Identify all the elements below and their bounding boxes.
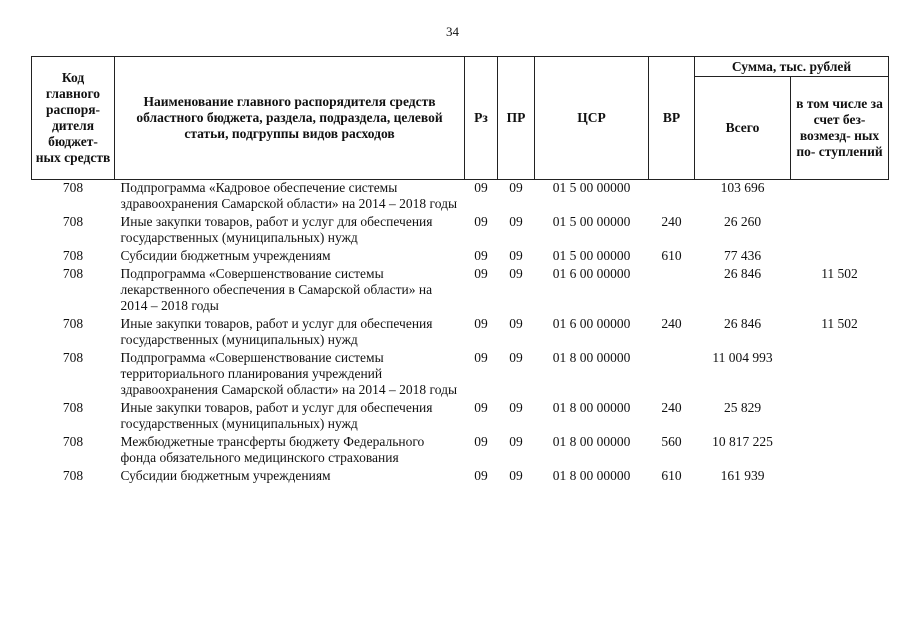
cell-pr: 09 xyxy=(509,434,523,449)
table-row xyxy=(32,400,889,434)
cell-name: Межбюджетные трансферты бюджету Федерального фонда обязательного медицинского страхования xyxy=(120,434,425,465)
cell-vr xyxy=(649,180,695,215)
header-vr: ВР xyxy=(649,57,695,180)
page-number: 34 xyxy=(446,24,459,39)
cell-pr: 09 xyxy=(509,180,523,195)
cell-vr xyxy=(649,266,695,316)
cell-total: 26 260 xyxy=(723,214,762,229)
cell-vr: 240 xyxy=(661,214,682,229)
table-row xyxy=(32,468,889,486)
cell-csr: 01 8 00 00000 xyxy=(552,350,631,365)
cell-pr: 09 xyxy=(509,214,523,229)
header-incl: в том числе за счет без- возмезд- ных по- ступлений xyxy=(791,77,889,180)
cell-code: 708 xyxy=(62,468,84,483)
cell-code: 708 xyxy=(62,214,84,229)
cell-rz: 09 xyxy=(474,434,488,449)
cell-pr: 09 xyxy=(509,266,523,281)
header-sum: Сумма, тыс. рублей xyxy=(695,57,889,77)
cell-name: Подпрограмма «Совершенствование системы лекарственного обеспечения в Самарской области» на 2014 – 2018 годы xyxy=(120,266,433,313)
cell-total: 10 817 225 xyxy=(712,434,773,449)
cell-total: 161 939 xyxy=(720,468,765,483)
cell-name: Субсидии бюджетным учреждениям xyxy=(120,248,331,263)
cell-incl xyxy=(791,180,889,215)
cell-pr: 09 xyxy=(509,350,523,365)
header-total: Всего xyxy=(695,77,791,180)
table-body xyxy=(32,180,889,487)
cell-code: 708 xyxy=(62,350,84,365)
cell-pr: 09 xyxy=(509,248,523,263)
cell-name: Иные закупки товаров, работ и услуг для обеспечения государственных (муниципальных) нужд xyxy=(120,214,433,245)
table-row xyxy=(32,266,889,316)
cell-csr: 01 8 00 00000 xyxy=(552,400,631,415)
cell-incl xyxy=(791,434,889,468)
cell-code: 708 xyxy=(62,248,84,263)
cell-incl: 11 502 xyxy=(821,266,858,281)
cell-csr: 01 8 00 00000 xyxy=(552,434,631,449)
cell-rz: 09 xyxy=(474,316,488,331)
cell-vr: 240 xyxy=(661,316,682,331)
cell-code: 708 xyxy=(62,316,84,331)
table-row xyxy=(32,350,889,400)
cell-incl xyxy=(791,248,889,266)
cell-code: 708 xyxy=(62,434,84,449)
cell-name: Подпрограмма «Кадровое обеспечение системы здравоохранения Самарской области» на 2014 – 2018 годы xyxy=(120,180,458,211)
cell-vr: 610 xyxy=(661,248,682,263)
cell-rz: 09 xyxy=(474,350,488,365)
cell-csr: 01 8 00 00000 xyxy=(552,468,631,483)
cell-pr: 09 xyxy=(509,400,523,415)
header-csr: ЦСР xyxy=(535,57,649,180)
cell-total: 11 004 993 xyxy=(712,350,773,365)
cell-total: 26 846 xyxy=(723,316,762,331)
cell-rz: 09 xyxy=(474,400,488,415)
header-pr: ПР xyxy=(498,57,535,180)
cell-rz: 09 xyxy=(474,248,488,263)
cell-rz: 09 xyxy=(474,468,488,483)
cell-name: Подпрограмма «Совершенствование системы территориального планирования учреждений здравоохранения Самарской области» на 2014 – 2018 годы xyxy=(120,350,458,397)
cell-rz: 09 xyxy=(474,214,488,229)
cell-incl xyxy=(791,214,889,248)
cell-csr: 01 5 00 00000 xyxy=(552,214,631,229)
table-row xyxy=(32,180,889,215)
cell-total: 77 436 xyxy=(723,248,762,263)
table-row xyxy=(32,316,889,350)
cell-csr: 01 5 00 00000 xyxy=(552,248,631,263)
cell-total: 25 829 xyxy=(723,400,762,415)
cell-incl xyxy=(791,350,889,400)
table-row xyxy=(32,214,889,248)
cell-vr: 610 xyxy=(661,468,682,483)
budget-table xyxy=(31,56,889,486)
header-rz: Рз xyxy=(465,57,498,180)
header-code: Код главного распоря- дителя бюджет- ных средств xyxy=(32,57,115,180)
cell-vr: 560 xyxy=(661,434,682,449)
cell-csr: 01 5 00 00000 xyxy=(552,180,631,195)
cell-name: Субсидии бюджетным учреждениям xyxy=(120,468,331,483)
cell-pr: 09 xyxy=(509,468,523,483)
table-row xyxy=(32,434,889,468)
cell-csr: 01 6 00 00000 xyxy=(552,316,631,331)
cell-incl xyxy=(791,400,889,434)
table-row xyxy=(32,248,889,266)
cell-incl: 11 502 xyxy=(821,316,858,331)
cell-name: Иные закупки товаров, работ и услуг для обеспечения государственных (муниципальных) нужд xyxy=(120,400,433,431)
cell-rz: 09 xyxy=(474,266,488,281)
cell-name: Иные закупки товаров, работ и услуг для обеспечения государственных (муниципальных) нужд xyxy=(120,316,433,347)
cell-total: 103 696 xyxy=(720,180,765,195)
cell-code: 708 xyxy=(62,266,84,281)
cell-vr xyxy=(649,350,695,400)
cell-total: 26 846 xyxy=(723,266,762,281)
cell-rz: 09 xyxy=(474,180,488,195)
cell-csr: 01 6 00 00000 xyxy=(552,266,631,281)
cell-pr: 09 xyxy=(509,316,523,331)
cell-code: 708 xyxy=(62,180,84,195)
cell-code: 708 xyxy=(62,400,84,415)
header-name: Наименование главного распорядителя средств областного бюджета, раздела, подраздела, целевой статьи, подгруппы видов расходов xyxy=(115,57,465,180)
cell-vr: 240 xyxy=(661,400,682,415)
cell-incl xyxy=(791,468,889,486)
